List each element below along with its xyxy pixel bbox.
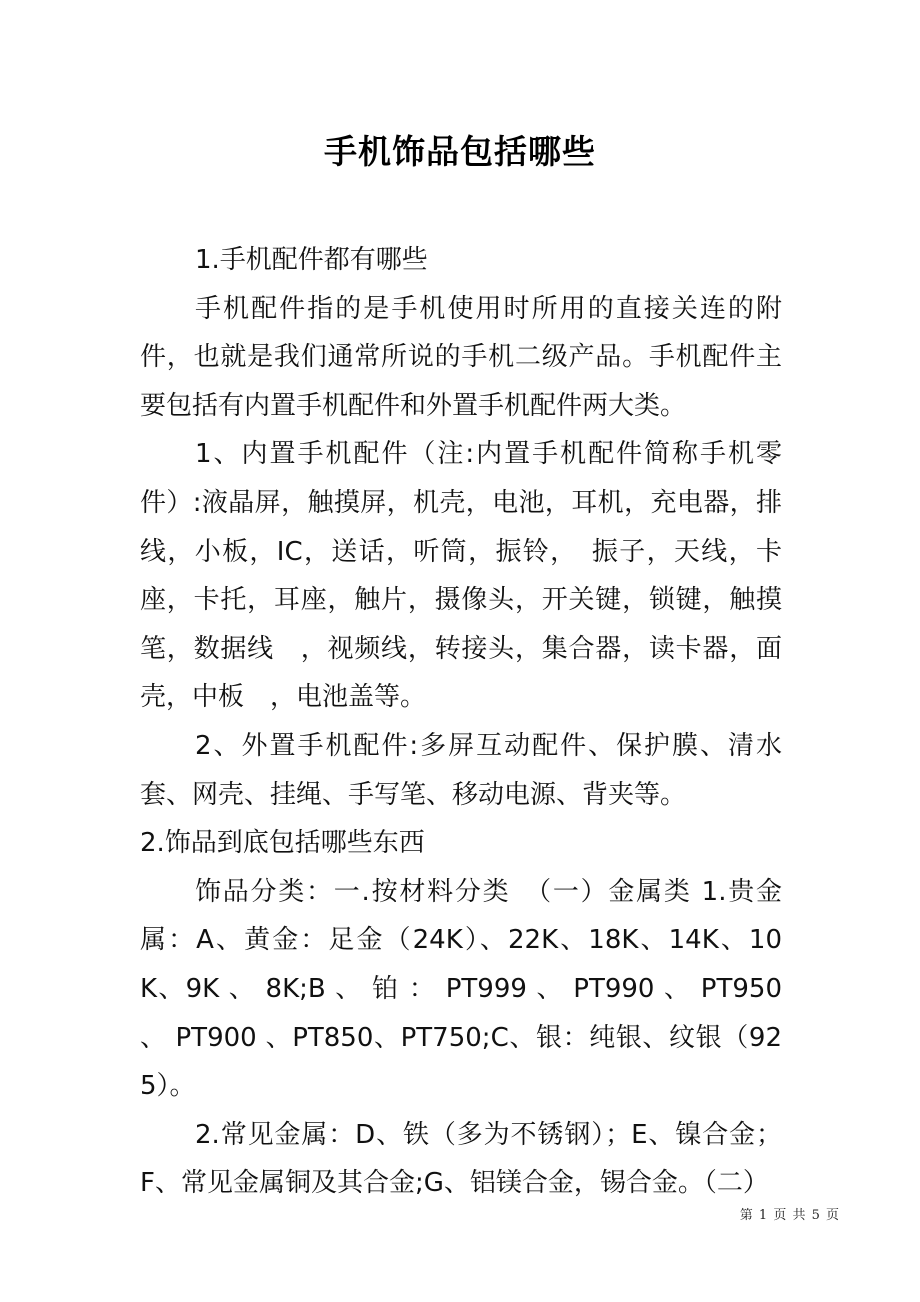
paragraph: 2、外置手机配件:多屏互动配件、保护膜、清水套、网壳、挂绳、手写笔、移动电源、背夹等。 bbox=[140, 730, 782, 810]
page-title: 手机饰品包括哪些 bbox=[324, 132, 596, 171]
paragraph: 饰品分类：一.按材料分类 （一）金属类 1.贵金属：A、黄金：足金（24K）、22K、18K、14K、10K、9K 、 8K;B 、 铂 ： PT999 、 PT990 、 PT950 、 PT900 、PT850、PT750;C、银：纯银、纹银（925）。 bbox=[140, 876, 782, 1102]
paragraph: 1、内置手机配件（注:内置手机配件简称手机零件）:液晶屏，触摸屏，机壳，电池，耳机，充电器，排线，小板，IC，送话，听筒，振铃， 振子，天线，卡座，卡托，耳座，触片，摄像头，开关键，锁键，触摸笔，数据线 ，视频线，转接头，集合器，读卡器，面壳，中板 ，电池盖等。 bbox=[140, 439, 782, 713]
document-body bbox=[140, 236, 782, 1208]
paragraph-heading-1: 1.手机配件都有哪些 bbox=[195, 245, 428, 275]
paragraph: 2.常见金属：D、铁（多为不锈钢）；E、镍合金；F、常见金属铜及其合金;G、铝镁合金，锡合金。（二） bbox=[140, 1119, 782, 1199]
paragraph: 手机配件指的是手机使用时所用的直接关连的附件，也就是我们通常所说的手机二级产品。手机配件主要包括有内置手机配件和外置手机配件两大类。 bbox=[140, 293, 782, 421]
page-number: 第 1 页 共 5 页 bbox=[739, 1208, 840, 1223]
paragraph-heading-2: 2.饰品到底包括哪些东西 bbox=[140, 828, 425, 859]
